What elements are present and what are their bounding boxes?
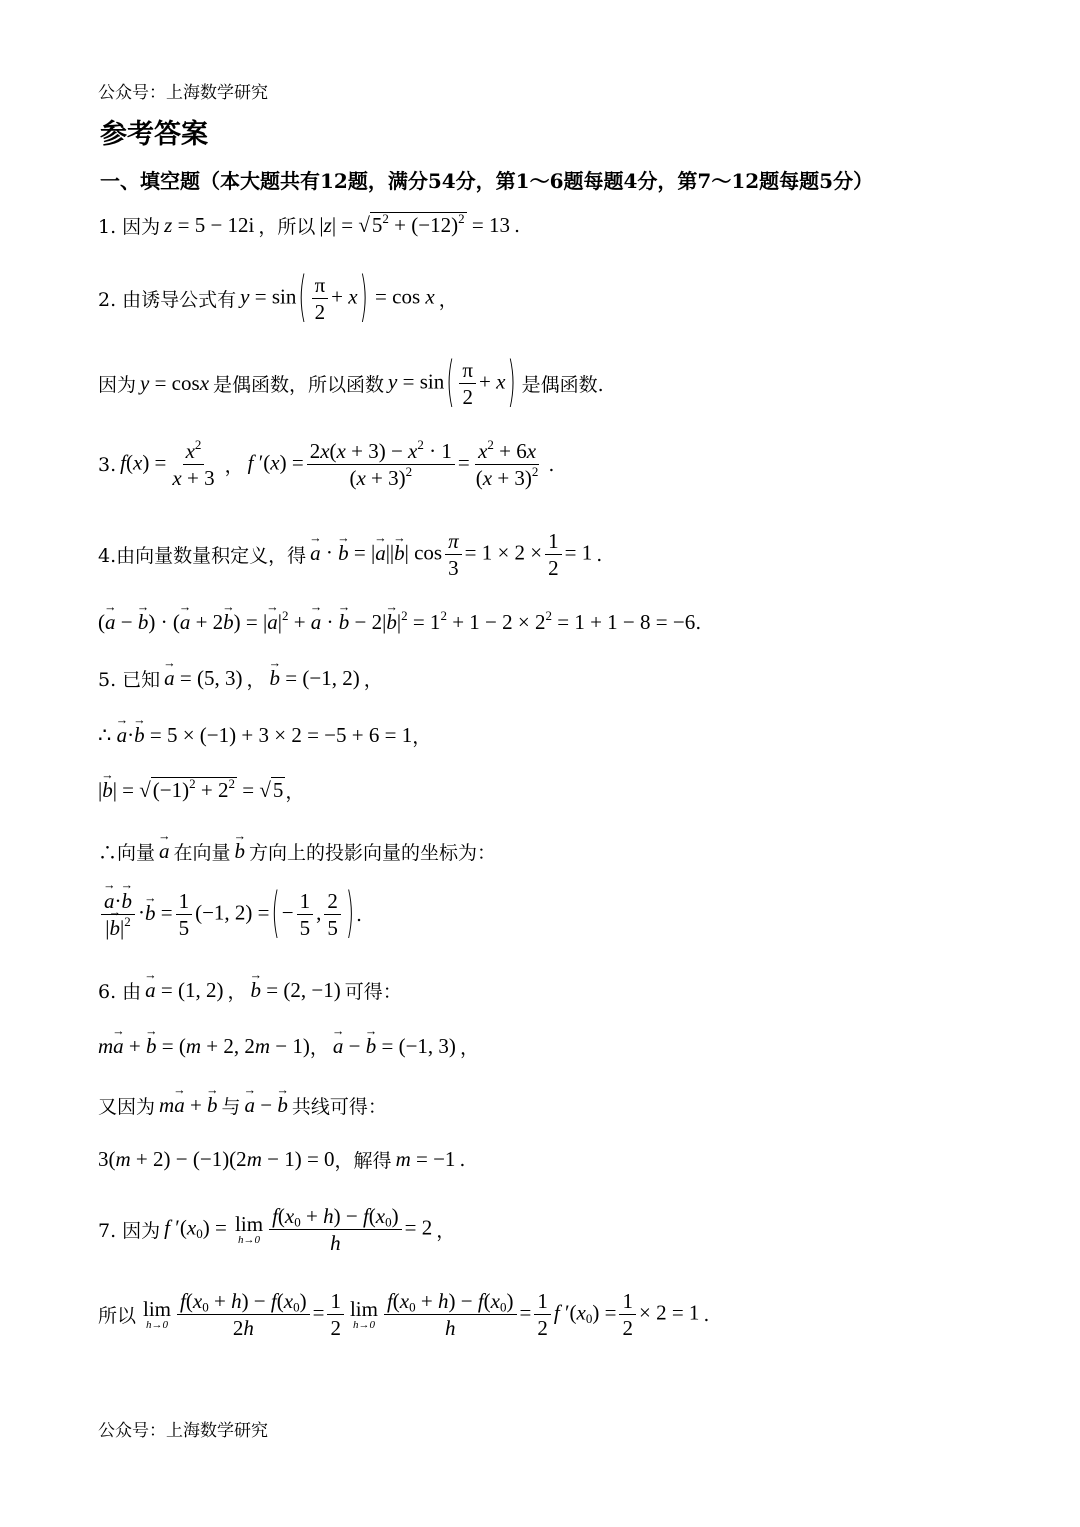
answer-q5-line5: → $\frac{a\cdot\to b}{|\to b|^2}$ ·→ b = $\frac{1}{5}$ (−1, 2) =(− $\frac{1}{5}$ , $\frac{2}{5}$ ) . — [98, 888, 362, 942]
formula: (→ a − → b) · (→ a + 2→ b) = |→ $a|^2$ + → a · → $b - 2|\to b|^2 = 1^2 + 1 - 2 \times 2^2 = 1 + 1 - 8 = -6$ — [98, 610, 695, 635]
formula: → b — [235, 839, 246, 864]
answer-q5-line2: ∴ → a·→ b = 5 × (−1) + 3 × 2 = −5 + 6 = 1 ， — [98, 722, 431, 749]
section-heading: 一、填空题（本大题共有12题，满分54分，第1～6题每题4分，第7～12题每题5分） — [100, 169, 874, 193]
answer-q5-line3: |→ $b| = √(-1)^2 + 2^2 = √5$ ， — [98, 777, 304, 804]
formula: 3(m + 2) − (−1)(2m − 1) = 0 — [98, 1147, 335, 1171]
formula: f $'(x_0)$ = lim h→0 $\frac{f(x_0 + h) - f(x_0)}{h}$ = 2 — [164, 1204, 433, 1256]
formula: y = sin( $\frac{\pi}{2}$ + x) — [388, 350, 516, 413]
answer-q2-line2: 因为 y = cosx 是偶函数，所以函数 y = sin( $\frac{\pi}{2}$ + x) 是偶函数. — [98, 350, 604, 413]
formula: → a − → b — [245, 1093, 288, 1118]
formula: lim h→0 $\frac{f(x_0 + h) - f(x_0)}{2h}$ = $\frac{1}{2}$ lim h→0 $\frac{f(x_0 + h) - f(x_0)}{h}$ = $\frac{1}{2}$ f $'(x_0)$ = $\frac{1}{2}$ × 2 = 1 — [143, 1289, 700, 1341]
formula: y = cosx — [140, 371, 210, 396]
formula: → $\frac{a\cdot\to b}{|\to b|^2}$ ·→ b = $\frac{1}{5}$ (−1, 2) =(− $\frac{1}{5}$ , $\frac{2}{5}$ ) — [98, 888, 356, 942]
answer-q5-line4: ∴向量 → a 在向量 → b 方向上的投影向量的坐标为： — [98, 838, 496, 865]
formula: m→ a + → b — [159, 1093, 218, 1118]
answer-q7-line1: 7. 因为 f $'(x_0)$ = lim h→0 $\frac{f(x_0 + h) - f(x_0)}{h}$ = 2 ， — [98, 1204, 456, 1256]
formula: ∴ → a·→ b = 5 × (−1) + 3 × 2 = −5 + 6 = 1 — [98, 723, 412, 748]
formula: → b = (2, −1) — [251, 978, 341, 1003]
answer-q3: 3. f(x) = $\frac{x^2}{x + 3}$ ， f ′(x) = $\frac{2x(x + 3) - x^2 \cdot 1}{(x + 3)^2}$ = $\frac{x^2 + 6x}{(x + 3)^2}$ . — [98, 436, 555, 491]
answer-q6-line1: 6. 由 → a = (1, 2) ， → b = (2, −1) 可得： — [98, 977, 402, 1004]
answer-q1: 1. 因为 z = 5 − 12i ，所以 $|z| = √5^2 + (-12)^2 = 13$ . — [98, 210, 520, 238]
page-footer: 公众号：上海数学研究 — [98, 1421, 268, 1441]
answer-q2-line1: 2. 由诱导公式有 y = sin( $\frac{\pi}{2}$ + x) = cos x ， — [98, 265, 458, 328]
answer-q6-line3: 又因为 m→ a + → b 与 → a − → b 共线可得： — [98, 1092, 387, 1119]
formula: → a · → b = |→ a||→ b| cos $\frac{\pi}{3}$ = 1 × 2 × $\frac{1}{2}$ = 1 — [310, 528, 592, 582]
answer-q4-line2: (→ a − → b) · (→ a + 2→ b) = |→ $a|^2$ + → a · → $b - 2|\to b|^2 = 1^2 + 1 - 2 \times 2^2 = 1 + 1 - 8 = -6$ . — [98, 610, 701, 635]
formula: z = 5 − 12i — [164, 213, 255, 237]
formula: → b = (−1, 2) — [270, 666, 360, 691]
answer-q6-line4: 3(m + 2) − (−1)(2m − 1) = 0 ，解得 m = −1 . — [98, 1147, 466, 1172]
formula: f ′(x) = $\frac{2x(x + 3) - x^2 \cdot 1}{(x + 3)^2}$ = $\frac{x^2 + 6x}{(x + 3)^2}$ — [247, 436, 539, 491]
formula: f(x) = $\frac{x^2}{x + 3}$ — [120, 436, 215, 491]
formula: y = sin( $\frac{\pi}{2}$ + x) = cos x — [240, 265, 435, 328]
formula: $|z| = √5^2 + (-12)^2 = 13$ — [319, 210, 510, 237]
formula: m = −1 — [395, 1147, 456, 1171]
formula: → a = (1, 2) — [145, 978, 223, 1003]
page-header: 公众号：上海数学研究 — [98, 83, 268, 103]
formula: m→ a + → b = (m + 2, 2m − 1) — [98, 1034, 310, 1059]
formula: → a — [159, 839, 170, 864]
answer-q4-line1: 4.由向量数量积定义，得 → a · → b = |→ a||→ b| cos $\frac{\pi}{3}$ = 1 × 2 × $\frac{1}{2}$ = 1 . — [98, 528, 602, 582]
answer-q7-line2: 所以 lim h→0 $\frac{f(x_0 + h) - f(x_0)}{2h}$ = $\frac{1}{2}$ lim h→0 $\frac{f(x_0 + h) - f(x_0)}{h}$ = $\frac{1}{2}$ f $'(x_0)$ = $\frac{1}{2}$ × 2 = 1 . — [98, 1289, 710, 1341]
formula: → a − → b = (−1, 3) — [333, 1034, 456, 1059]
formula: → a = (5, 3) — [164, 666, 242, 691]
answer-q6-line2: m→ a + → b = (m + 2, 2m − 1) ， → a − → b = (−1, 3) ， — [98, 1033, 479, 1060]
formula: |→ $b| = √(-1)^2 + 2^2 = √5$ — [98, 778, 285, 803]
answer-q5-line1: 5. 已知 → a = (5, 3) ， → b = (−1, 2) ， — [98, 665, 383, 692]
page-title: 参考答案 — [100, 119, 208, 150]
